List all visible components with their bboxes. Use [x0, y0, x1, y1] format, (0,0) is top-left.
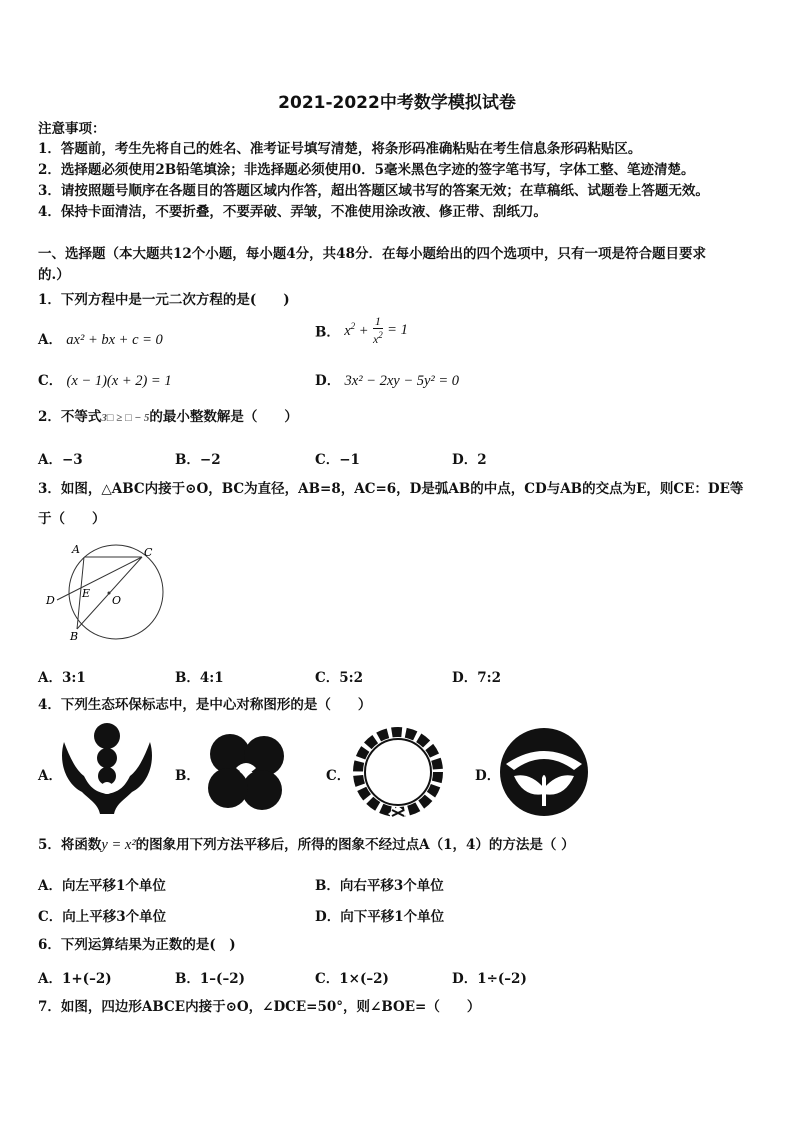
q2-option-c: C．−1 — [315, 452, 360, 468]
q4-option-b-label: B． — [175, 768, 200, 784]
q1-d-label: D． — [315, 373, 341, 389]
q7-stem: 7．如图，四边形ABCE内接于⊙O，∠DCE=50°，则∠BOE=（ ） — [38, 999, 481, 1015]
logo-a-hole — [101, 782, 113, 794]
q1-stem: 1．下列方程中是一元二次方程的是( ) — [38, 292, 290, 308]
q2-stem-pre: 2．不等式 — [38, 409, 102, 425]
q1-b-equals: = 1 — [387, 322, 408, 338]
logo-b-petal-3 — [242, 770, 282, 810]
q3-circle-figure — [44, 540, 164, 645]
q2-stem-post: 的最小整数解是（ ） — [149, 409, 298, 425]
q2-stem — [38, 408, 298, 427]
notice-heading: 注意事项： — [38, 121, 106, 137]
q6-option-b: B．1–(–2) — [175, 971, 245, 987]
q3-option-d: D．7:2 — [452, 670, 501, 686]
q5-stem — [38, 836, 575, 854]
q2-inequality: 3□ ≥ □ − 5 — [101, 412, 150, 424]
logo-d-stem — [542, 775, 546, 806]
q4-option-a-label: A． — [38, 768, 62, 784]
q6-stem: 6．下列运算结果为正数的是( ) — [38, 937, 236, 953]
q1-option-d — [315, 369, 459, 390]
logo-c-wreath — [358, 732, 438, 812]
label-e: E — [82, 587, 91, 600]
q4-logo-a — [60, 722, 156, 822]
q4-option-d-label: D． — [475, 768, 501, 784]
q5-stem-pre: 5．将函数 — [38, 837, 102, 853]
q1-a-label: A． — [38, 332, 62, 348]
segment-cd — [57, 557, 142, 600]
q1-a-expr: ax² + bx + c = 0 — [66, 332, 163, 348]
section-heading-line2: 的.） — [38, 267, 70, 283]
q1-d-expr: 3x² − 2xy − 5y² = 0 — [344, 373, 460, 389]
notice-item-3: 3．请按照题号顺序在各题目的答题区域内作答，超出答题区域书写的答案无效；在草稿纸、试题卷上答题无效。 — [38, 183, 709, 199]
q4-logo-b — [196, 724, 296, 820]
page-title: 2021-2022中考数学模拟试卷 — [278, 93, 516, 113]
label-d: D — [46, 594, 55, 607]
q3-option-c: C．5:2 — [315, 670, 364, 686]
q2-option-d: D．2 — [452, 452, 487, 468]
q5-function: y = x² — [101, 837, 136, 853]
label-b: B — [70, 630, 79, 643]
label-a: A — [72, 543, 80, 556]
q1-option-b — [315, 315, 408, 346]
q4-stem: 4．下列生态环保标志中，是中心对称图形的是（ ） — [38, 697, 372, 713]
q4-option-c-label: C． — [326, 768, 351, 784]
q2-option-a: A．−3 — [38, 452, 83, 468]
center-point — [108, 592, 111, 595]
label-c: C — [144, 546, 153, 559]
q3-stem-line1: 3．如图，△ABC内接于⊙O，BC为直径，AB=8，AC=6，D是弧AB的中点，CD与AB的交点为E，则CE：DE等 — [38, 481, 744, 497]
q6-option-a: A．1+(–2) — [38, 971, 112, 987]
q5-option-d: D．向下平移1个单位 — [315, 909, 445, 925]
q4-logo-c — [346, 722, 450, 822]
notice-item-4: 4．保持卡面清洁，不要折叠，不要弄破、弄皱，不准使用涂改液、修正带、刮纸刀。 — [38, 204, 547, 220]
section-heading-line1: 一、选择题（本大题共12个小题，每小题4分，共48分．在每小题给出的四个选项中，只有一项是符合题目要求 — [38, 246, 706, 262]
q1-c-label: C． — [38, 373, 63, 389]
logo-a-mid-circle — [97, 748, 117, 768]
q3-stem-line2: 于（ ） — [38, 511, 106, 527]
q4-logo-d — [496, 724, 592, 820]
q3-option-a: A．3:1 — [38, 670, 86, 686]
label-o: O — [112, 594, 122, 607]
q1-c-expr: (x − 1)(x + 2) = 1 — [66, 373, 172, 389]
notice-item-2: 2．选择题必须使用2B铅笔填涂；非选择题必须使用0．5毫米黑色字迹的签字笔书写，字体工整、笔迹清楚。 — [38, 162, 695, 178]
q1-option-c — [38, 369, 172, 390]
q1-b-expr: $x^2$ + — [344, 321, 369, 339]
logo-a-top-circle — [94, 723, 120, 749]
q3-option-b: B．4:1 — [175, 670, 224, 686]
logo-c-inner-ring — [365, 739, 431, 805]
q2-option-b: B．−2 — [175, 452, 221, 468]
q1-b-fraction: $\frac{1}{x^2}$ — [372, 314, 383, 346]
q5-option-c: C．向上平移3个单位 — [38, 909, 167, 925]
q1-b-label: B． — [315, 324, 340, 341]
q5-option-a: A．向左平移1个单位 — [38, 878, 166, 894]
notice-item-1: 1．答题前，考生先将自己的姓名、准考证号填写清楚，将条形码准确粘贴在考生信息条形码粘贴区。 — [38, 141, 642, 157]
q6-option-d: D．1÷(–2) — [452, 971, 527, 987]
q1-option-a — [38, 328, 163, 349]
q5-stem-post: 的图象用下列方法平移后，所得的图象不经过点A（1，4）的方法是（ ） — [135, 837, 575, 853]
q5-option-b: B．向右平移3个单位 — [315, 878, 444, 894]
q6-option-c: C．1×(–2) — [315, 971, 389, 987]
logo-b-petal-4 — [208, 768, 248, 808]
